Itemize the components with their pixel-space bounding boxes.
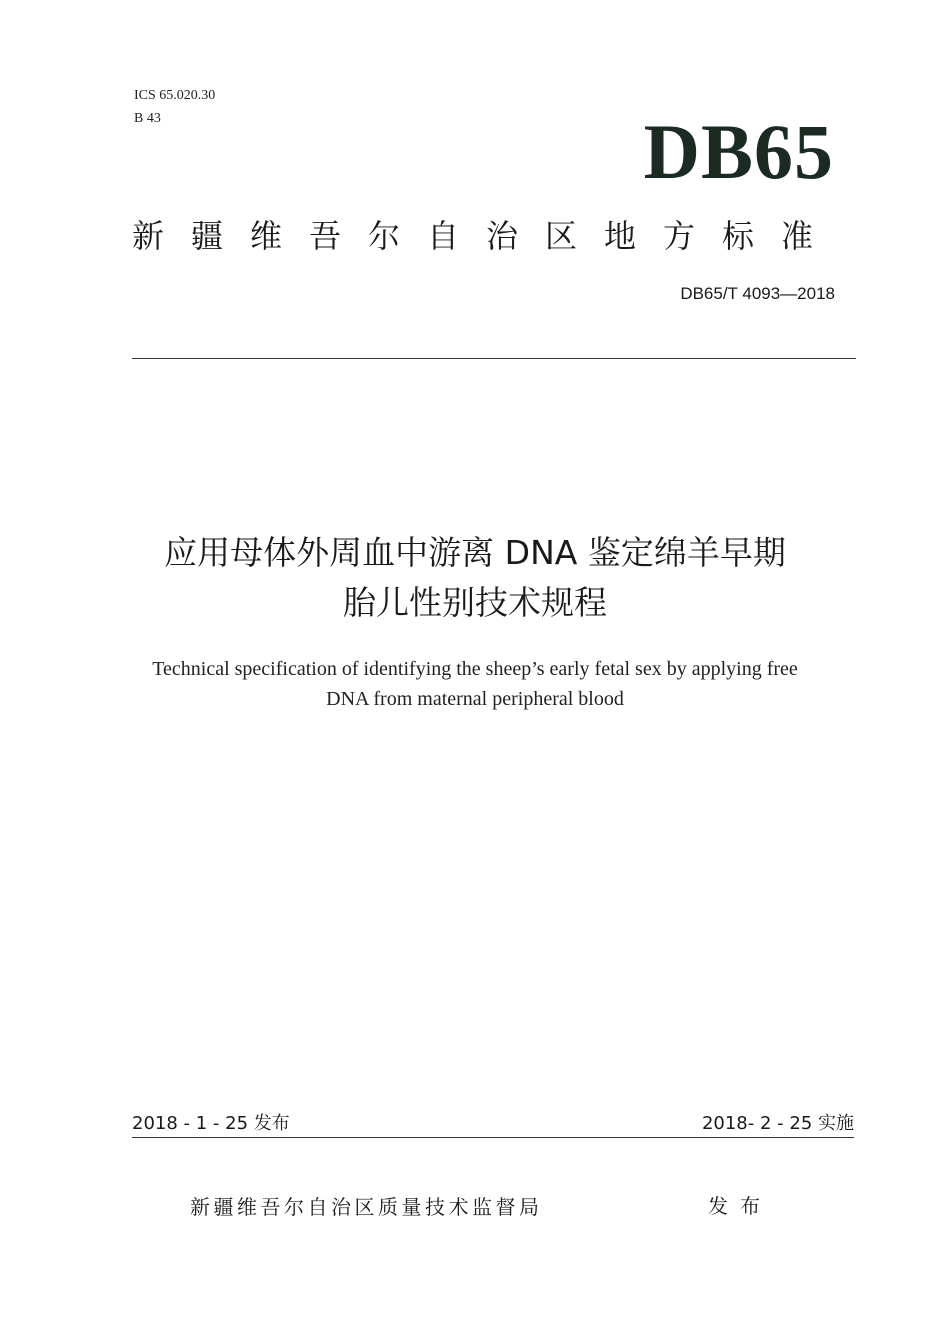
english-title-line-1: Technical specification of identifying the sheep’s early fetal sex by applying free (152, 658, 798, 680)
header-divider (132, 358, 856, 359)
chinese-title (100, 528, 850, 628)
ics-code: ICS 65.020.30 (134, 88, 216, 103)
chinese-title-line-1: 应用母体外周血中游离 DNA 鉴定绵羊早期 (164, 533, 786, 572)
english-title (100, 654, 850, 714)
standard-logo: DB65 (643, 108, 834, 195)
footer-divider (132, 1137, 854, 1138)
chinese-title-line-2: 胎儿性别技术规程 (343, 583, 607, 622)
issue-label: 发布 (708, 1194, 772, 1218)
english-title-line-2: DNA from maternal peripheral blood (326, 688, 624, 710)
implementation-date: 2018- 2 - 25 实施 (701, 1113, 854, 1134)
classification-code: B 43 (134, 111, 161, 126)
standard-type-title: 新疆维吾尔自治区地方标准 (132, 217, 841, 255)
issue-date: 2018 - 1 - 25 发布 (132, 1113, 290, 1134)
issuing-authority: 新疆维吾尔自治区质量技术监督局 (190, 1195, 543, 1219)
standard-number: DB65/T 4093—2018 (680, 284, 835, 303)
